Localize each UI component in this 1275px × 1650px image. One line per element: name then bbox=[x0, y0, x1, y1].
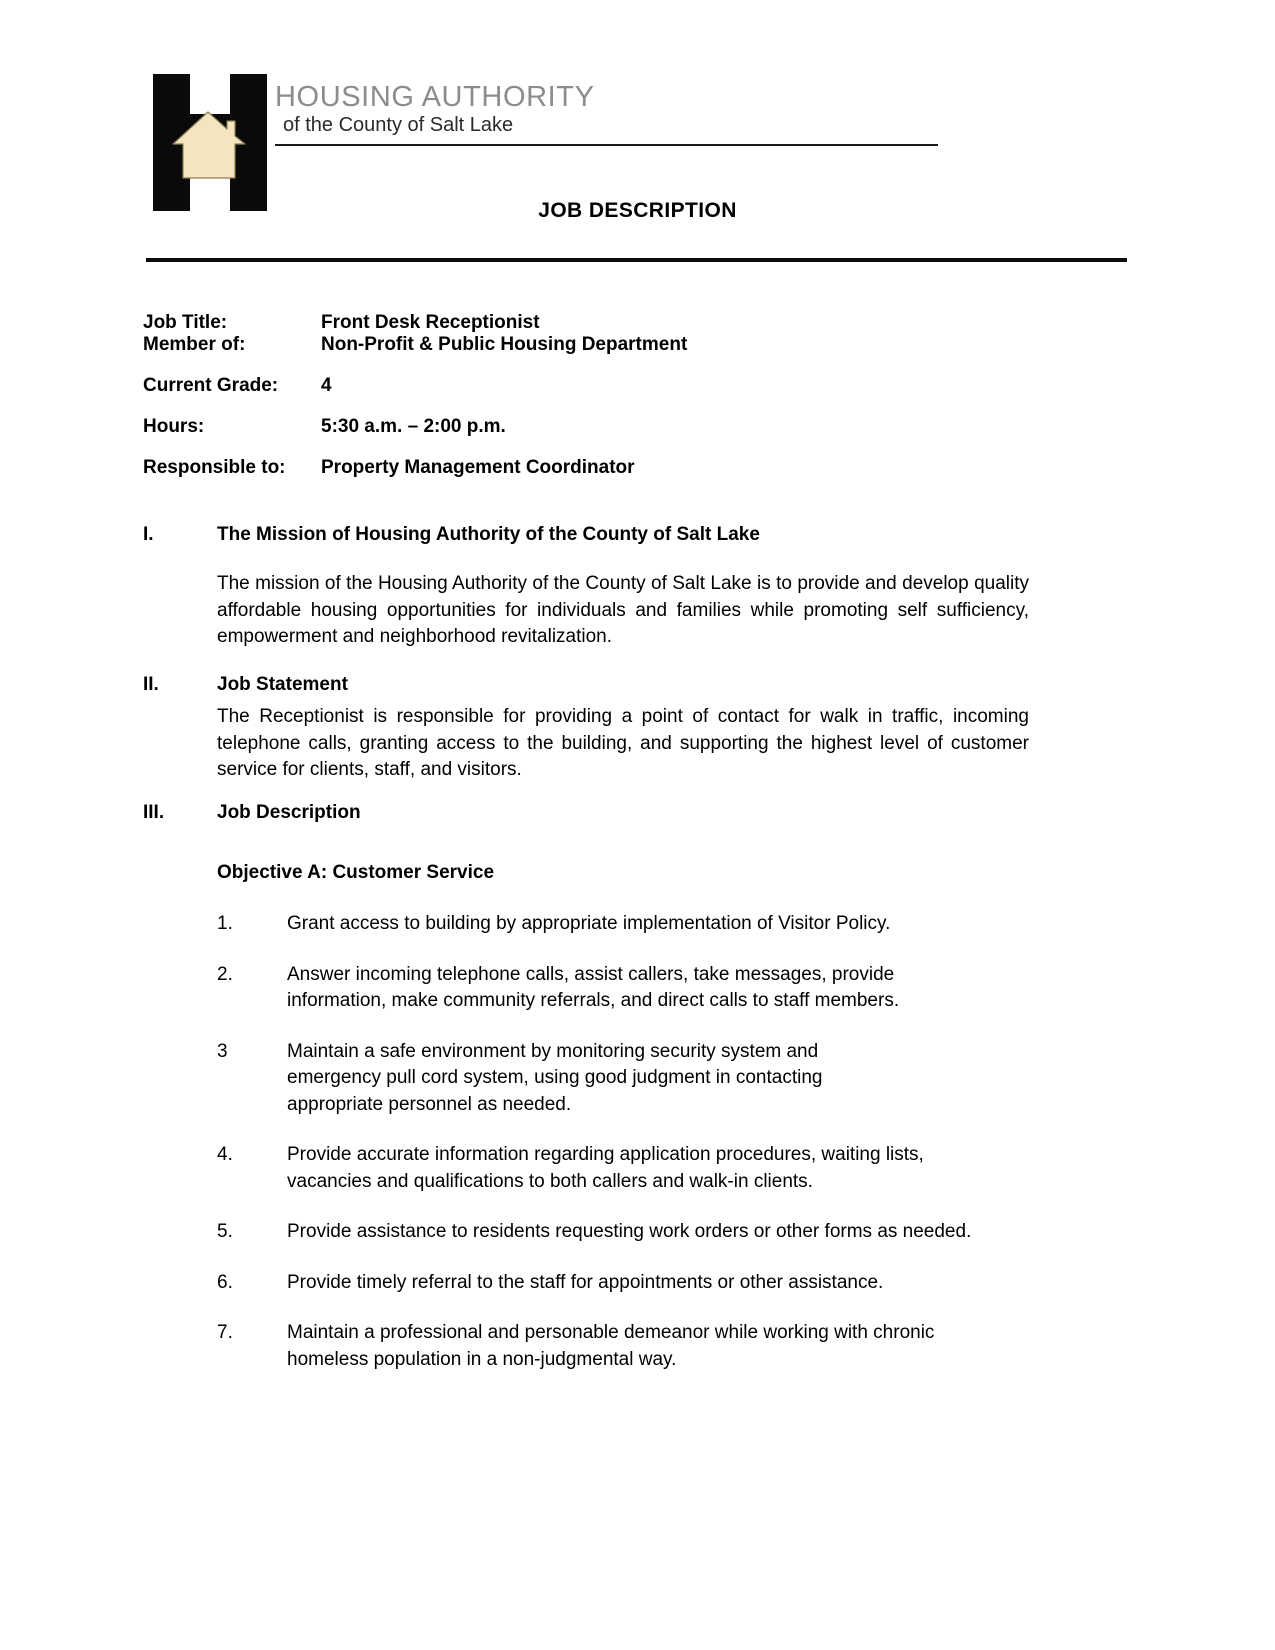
list-item-number: 6. bbox=[217, 1271, 233, 1293]
list-item-number: 3 bbox=[217, 1040, 228, 1062]
member-of-value: Non-Profit & Public Housing Department bbox=[321, 334, 688, 355]
meta-row-responsible-to bbox=[143, 457, 1043, 479]
list-item-text: Answer incoming telephone calls, assist callers, take messages, provide information, make community referrals, and direct calls to staff members. bbox=[287, 963, 900, 1011]
current-grade-value: 4 bbox=[321, 375, 332, 396]
list-item-number: 5. bbox=[217, 1221, 233, 1242]
list-item bbox=[217, 1320, 1029, 1373]
hours-label: Hours: bbox=[143, 416, 205, 437]
section-job-statement-paragraph: The Receptionist is responsible for providing a point of contact for walk in traffic, incoming telephone calls, granting access to the building, and supporting the highest level of customer service for clients, staff, and visitors. bbox=[217, 706, 1029, 780]
responsible-to-value: Property Management Coordinator bbox=[321, 457, 635, 478]
list-item-number: 7. bbox=[217, 1322, 233, 1343]
meta-row-member-of bbox=[143, 334, 1043, 356]
list-item-number: 1. bbox=[217, 913, 233, 934]
job-title-value: Front Desk Receptionist bbox=[321, 312, 540, 333]
list-item-number: 2. bbox=[217, 963, 233, 985]
current-grade-label: Current Grade: bbox=[143, 375, 279, 396]
list-item bbox=[217, 1039, 1029, 1119]
job-meta-block bbox=[143, 312, 1043, 479]
page-title: JOB DESCRIPTION bbox=[538, 199, 737, 222]
list-item bbox=[217, 1142, 1029, 1195]
document-header bbox=[0, 0, 1275, 280]
meta-row-hours bbox=[143, 416, 1043, 438]
section-job-statement-numeral: II. bbox=[143, 674, 159, 695]
list-item-text: Grant access to building by appropriate implementation of Visitor Policy. bbox=[287, 913, 891, 934]
objective-a-duty-list bbox=[217, 911, 1029, 1373]
job-title-label: Job Title: bbox=[143, 312, 228, 333]
logo-wordmark-line1: HOUSING AUTHORITY bbox=[275, 81, 595, 113]
logo-h-notch-top bbox=[187, 74, 233, 114]
section-job-statement bbox=[143, 674, 1043, 784]
logo-wordmark bbox=[275, 82, 935, 136]
section-mission bbox=[143, 524, 1043, 651]
section-mission-heading-row bbox=[143, 524, 1043, 546]
list-item-text: Provide assistance to residents requesting work orders or other forms as needed. bbox=[287, 1221, 972, 1242]
hours-value: 5:30 a.m. – 2:00 p.m. bbox=[321, 416, 506, 437]
housing-authority-logo-icon bbox=[153, 74, 267, 211]
list-item bbox=[217, 1270, 1029, 1297]
meta-row-job-title bbox=[143, 312, 1043, 334]
house-icon bbox=[171, 110, 249, 182]
member-of-label: Member of: bbox=[143, 334, 246, 355]
list-item-number: 4. bbox=[217, 1144, 233, 1165]
meta-row-current-grade bbox=[143, 375, 1043, 397]
section-job-statement-heading-row bbox=[143, 674, 1043, 696]
section-job-description bbox=[143, 802, 1043, 1373]
list-item bbox=[217, 1219, 1029, 1246]
list-item-text: Provide timely referral to the staff for appointments or other assistance. bbox=[287, 1271, 884, 1293]
objective-a-heading: Objective A: Customer Service bbox=[217, 862, 495, 883]
section-job-description-heading-row bbox=[143, 802, 1043, 824]
list-item-text: Provide accurate information regarding application procedures, waiting lists, vacancies and qualifications to both callers and walk-in clients. bbox=[287, 1144, 924, 1192]
list-item-text: Maintain a safe environment by monitoring security system and emergency pull cord system, using good judgment in contacting appropriate personnel as needed. bbox=[287, 1040, 823, 1115]
list-item bbox=[217, 911, 1029, 938]
header-thick-divider bbox=[146, 258, 1127, 262]
section-job-description-heading: Job Description bbox=[217, 802, 361, 823]
section-job-description-numeral: III. bbox=[143, 802, 165, 823]
section-mission-numeral: I. bbox=[143, 524, 154, 545]
list-item bbox=[217, 962, 1029, 1015]
section-mission-heading: The Mission of Housing Authority of the County of Salt Lake bbox=[217, 524, 760, 545]
responsible-to-label: Responsible to: bbox=[143, 457, 286, 478]
header-thin-divider bbox=[275, 144, 938, 146]
list-item-text: Maintain a professional and personable demeanor while working with chronic homeless population in a non-judgmental way. bbox=[287, 1322, 935, 1370]
section-mission-paragraph: The mission of the Housing Authority of the County of Salt Lake is to provide and develop quality affordable housing opportunities for individuals and families while promoting self sufficiency, empowerment and neighborhood revitalization. bbox=[217, 573, 1029, 647]
section-job-statement-heading: Job Statement bbox=[217, 674, 348, 695]
logo-wordmark-line2: of the County of Salt Lake bbox=[283, 114, 514, 137]
